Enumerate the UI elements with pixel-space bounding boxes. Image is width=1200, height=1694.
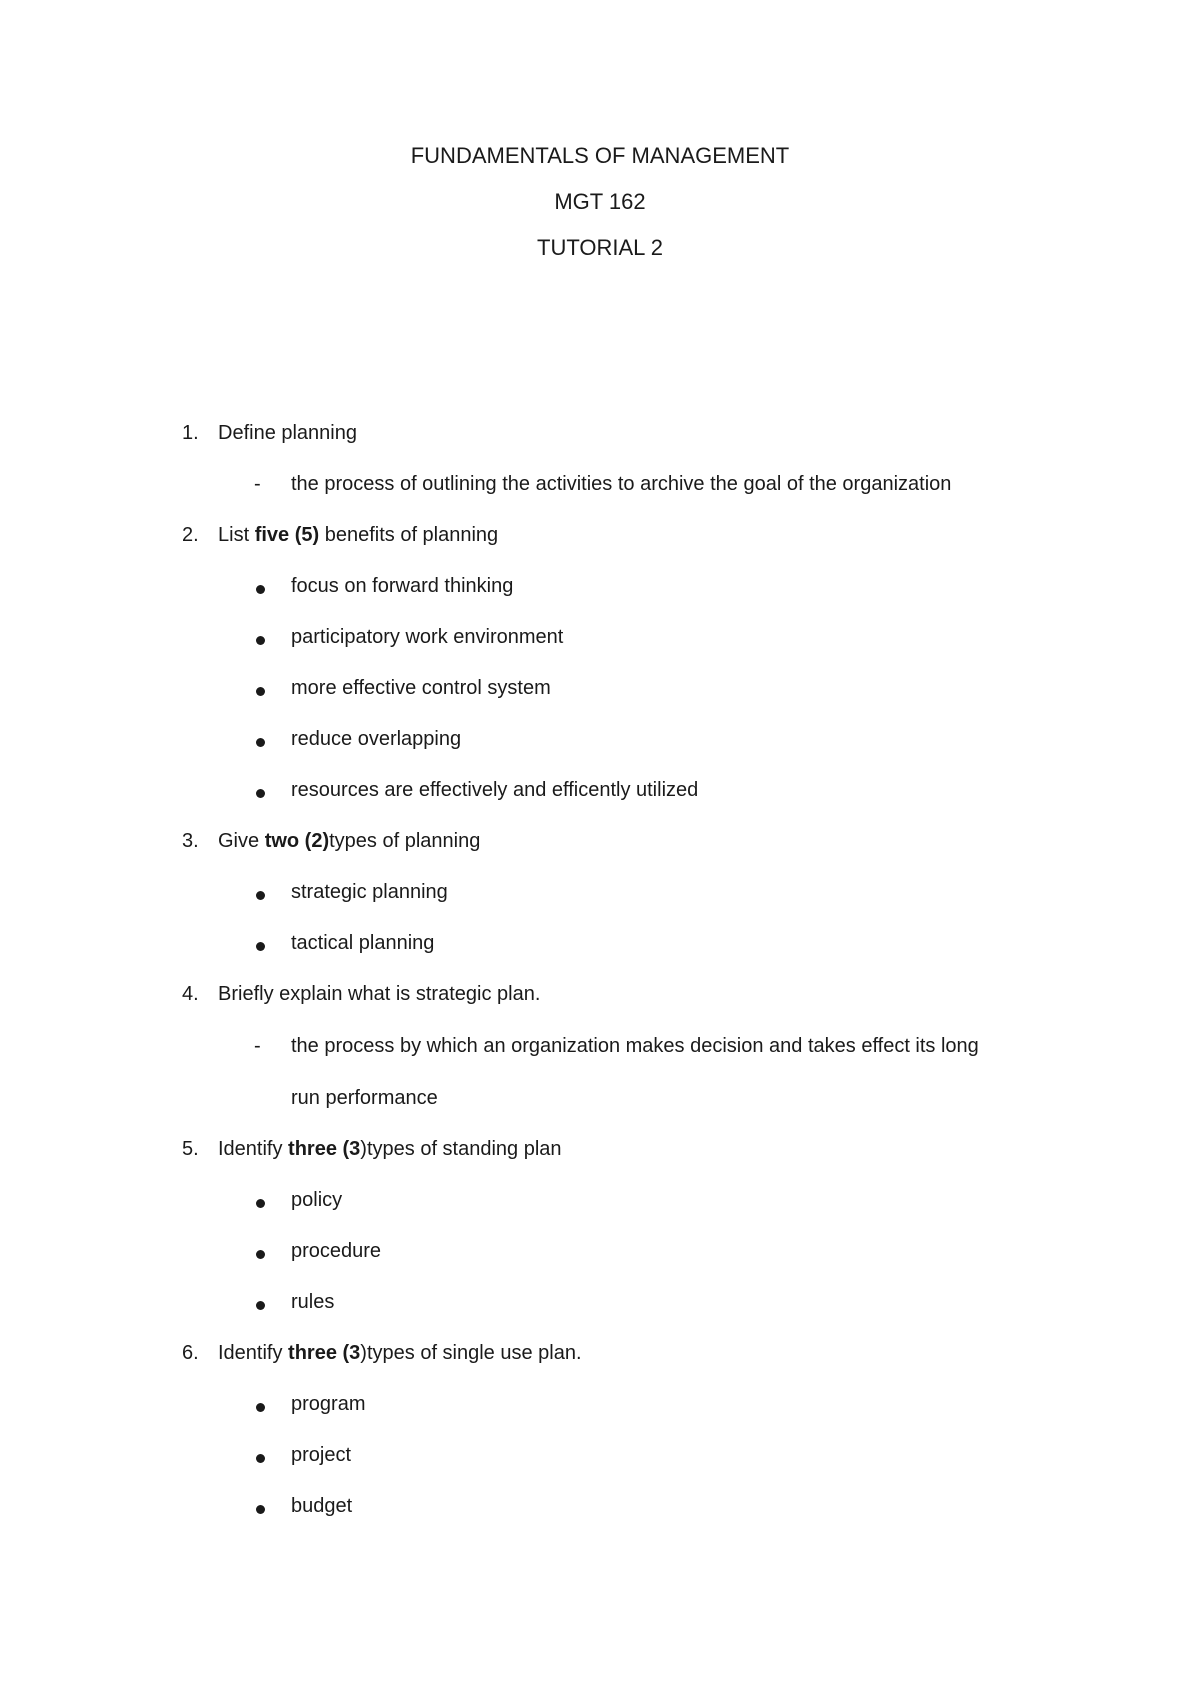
question-text	[218, 1137, 562, 1161]
bullet-icon	[256, 738, 265, 747]
dash-marker: -	[254, 473, 261, 495]
bullet-icon	[256, 1250, 265, 1259]
question-suffix: )types of standing plan	[360, 1138, 562, 1160]
bullet-icon	[256, 942, 265, 951]
question-prefix: Identify	[218, 1342, 289, 1364]
question-emphasis: two (2)	[264, 830, 330, 852]
list-item: reduce overlapping	[291, 728, 462, 750]
list-item: policy	[291, 1189, 343, 1211]
question-number: 5.	[182, 1138, 199, 1160]
question-prefix: List	[218, 524, 255, 546]
question-suffix: benefits of planning	[319, 524, 499, 546]
bullet-icon	[256, 789, 265, 798]
question-prefix: Identify	[218, 1138, 289, 1160]
question-suffix: types of planning	[329, 830, 481, 852]
list-item: project	[291, 1444, 352, 1466]
question-number: 2.	[182, 524, 199, 546]
list-item: rules	[291, 1291, 335, 1313]
list-item: budget	[291, 1495, 353, 1517]
answer-text-continued: run performance	[291, 1087, 438, 1109]
bullet-icon	[256, 636, 265, 645]
answer-text: the process by which an organization makes decision and takes effect its long	[291, 1035, 979, 1057]
question-suffix: )types of single use plan.	[360, 1342, 582, 1364]
question-text	[218, 523, 498, 547]
question-number: 1.	[182, 422, 199, 444]
bullet-icon	[256, 1454, 265, 1463]
list-item: resources are effectively and efficently utilized	[291, 779, 699, 801]
bullet-icon	[256, 1301, 265, 1310]
list-item: focus on forward thinking	[291, 575, 514, 597]
title-block	[0, 143, 1200, 281]
tutorial-title: TUTORIAL 2	[537, 235, 663, 260]
question-text	[218, 1341, 582, 1365]
bullet-icon	[256, 891, 265, 900]
bullet-icon	[256, 585, 265, 594]
list-item: more effective control system	[291, 677, 551, 699]
question-emphasis: three (3	[288, 1138, 361, 1160]
question-emphasis: five (5)	[254, 524, 320, 546]
bullet-icon	[256, 1403, 265, 1412]
question-number: 4.	[182, 983, 199, 1005]
bullet-icon	[256, 1505, 265, 1514]
list-item: participatory work environment	[291, 626, 564, 648]
answer-text: the process of outlining the activities to archive the goal of the organization	[291, 473, 952, 495]
question-text: Define planning	[218, 422, 357, 444]
bullet-icon	[256, 687, 265, 696]
list-item: program	[291, 1393, 366, 1415]
question-number: 6.	[182, 1342, 199, 1364]
dash-marker: -	[254, 1035, 261, 1057]
question-prefix: Give	[218, 830, 265, 852]
question-emphasis: three (3	[288, 1342, 361, 1364]
question-text	[218, 829, 480, 853]
list-item: procedure	[291, 1240, 382, 1262]
question-number: 3.	[182, 830, 199, 852]
course-code: MGT 162	[554, 189, 646, 214]
question-text: Briefly explain what is strategic plan.	[218, 983, 541, 1005]
bullet-icon	[256, 1199, 265, 1208]
list-item: tactical planning	[291, 932, 435, 954]
list-item: strategic planning	[291, 881, 448, 903]
course-title: FUNDAMENTALS OF MANAGEMENT	[410, 143, 790, 168]
